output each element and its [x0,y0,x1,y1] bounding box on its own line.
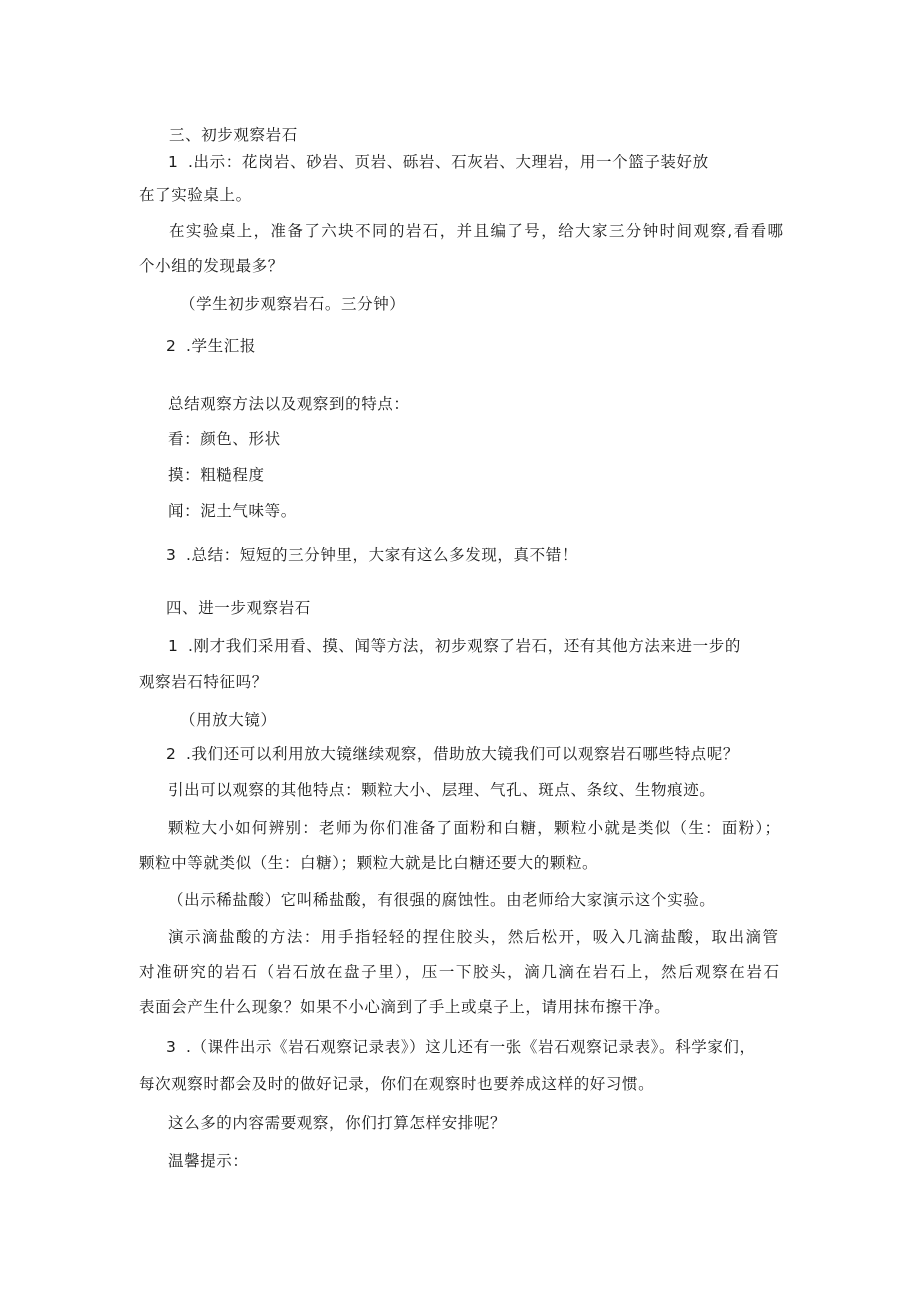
s4-features: 引出可以观察的其他特点：颗粒大小、层理、气孔、斑点、条纹、生物痕迹。 [168,781,716,799]
s4-item-1-text: .刚才我们采用看、摸、闻等方法，初步观察了岩石，还有其他方法来进一步的 [188,637,741,655]
s3-summary-title: 总结观察方法以及观察到的特点： [168,395,410,413]
s4-question: 这么多的内容需要观察，你们打算怎样安排呢？ [168,1114,507,1132]
s4-method-line-2: 对准研究的岩石（岩石放在盘子里），压一下胶头，滴几滴在岩石上，然后观察在岩石 [139,963,779,981]
s4-grain-line-2: 颗粒中等就类似（生：白糖）；颗粒大就是比白糖还要大的颗粒。 [139,854,599,872]
s3-item-1-number: 1 [168,153,179,171]
s4-method-line-3: 表面会产生什么现象？如果不小心滴到了手上或桌子上，请用抹布擦干净。 [139,998,671,1016]
s3-item-1 [168,152,709,172]
section-4-heading: 四、进一步观察岩石 [166,599,311,617]
s4-item-3-continuation: 每次观察时都会及时的做好记录，你们在观察时也要养成这样的好习惯。 [139,1075,655,1093]
s3-item-3 [166,545,578,565]
s4-item-1-continuation: 观察岩石特征吗？ [139,673,268,691]
s4-acid: （出示稀盐酸）它叫稀盐酸，有很强的腐蚀性。由老师给大家演示这个实验。 [168,891,716,909]
s3-look: 看：颜色、形状 [168,430,281,448]
s3-paragraph-line-2: 个小组的发现最多？ [139,257,284,275]
s4-item-2-text: .我们还可以利用放大镜继续观察，借助放大镜我们可以观察岩石哪些特点呢？ [186,745,739,763]
s4-item-3 [166,1037,780,1057]
s3-item-2-number: 2 [166,337,177,355]
s4-item-2-number: 2 [166,745,177,763]
s3-item-1-continuation: 在了实验桌上。 [139,186,252,204]
s3-smell: 闻：泥土气味等。 [168,502,297,520]
s4-magnifier-note: （用放大镜） [180,711,277,729]
s3-touch: 摸：粗糙程度 [168,466,265,484]
s3-item-2-text: .学生汇报 [186,337,256,355]
s4-method-line-1: 演示滴盐酸的方法：用手指轻轻的捏住胶头，然后松开，吸入几滴盐酸，取出滴管 [168,928,778,946]
s4-item-1-number: 1 [168,637,179,655]
s3-paragraph-line-1: 在实验桌上，准备了六块不同的岩石，并且编了号，给大家三分钟时间观察,看看哪 [169,222,783,240]
s4-item-3-text: .（课件出示《岩石观察记录表》）这儿还有一张《岩石观察记录表》。科学家们， [186,1038,756,1056]
s4-item-3-number: 3 [166,1038,177,1056]
s3-item-3-number: 3 [166,546,177,564]
s4-item-2 [166,744,739,764]
s3-item-3-text: .总结：短短的三分钟里，大家有这么多发现，真不错！ [186,546,578,564]
s3-observation-note: （学生初步观察岩石。三分钟） [180,295,406,313]
s4-item-1 [168,636,741,656]
s4-tip: 温馨提示： [168,1152,249,1170]
s3-item-1-text: .出示：花岗岩、砂岩、页岩、砾岩、石灰岩、大理岩，用一个篮子装好放 [188,153,709,171]
section-3-heading: 三、初步观察岩石 [169,126,298,144]
s4-grain-line-1: 颗粒大小如何辨别：老师为你们准备了面粉和白糖，颗粒小就是类似（生：面粉）； [168,819,780,837]
s3-item-2 [166,336,256,356]
